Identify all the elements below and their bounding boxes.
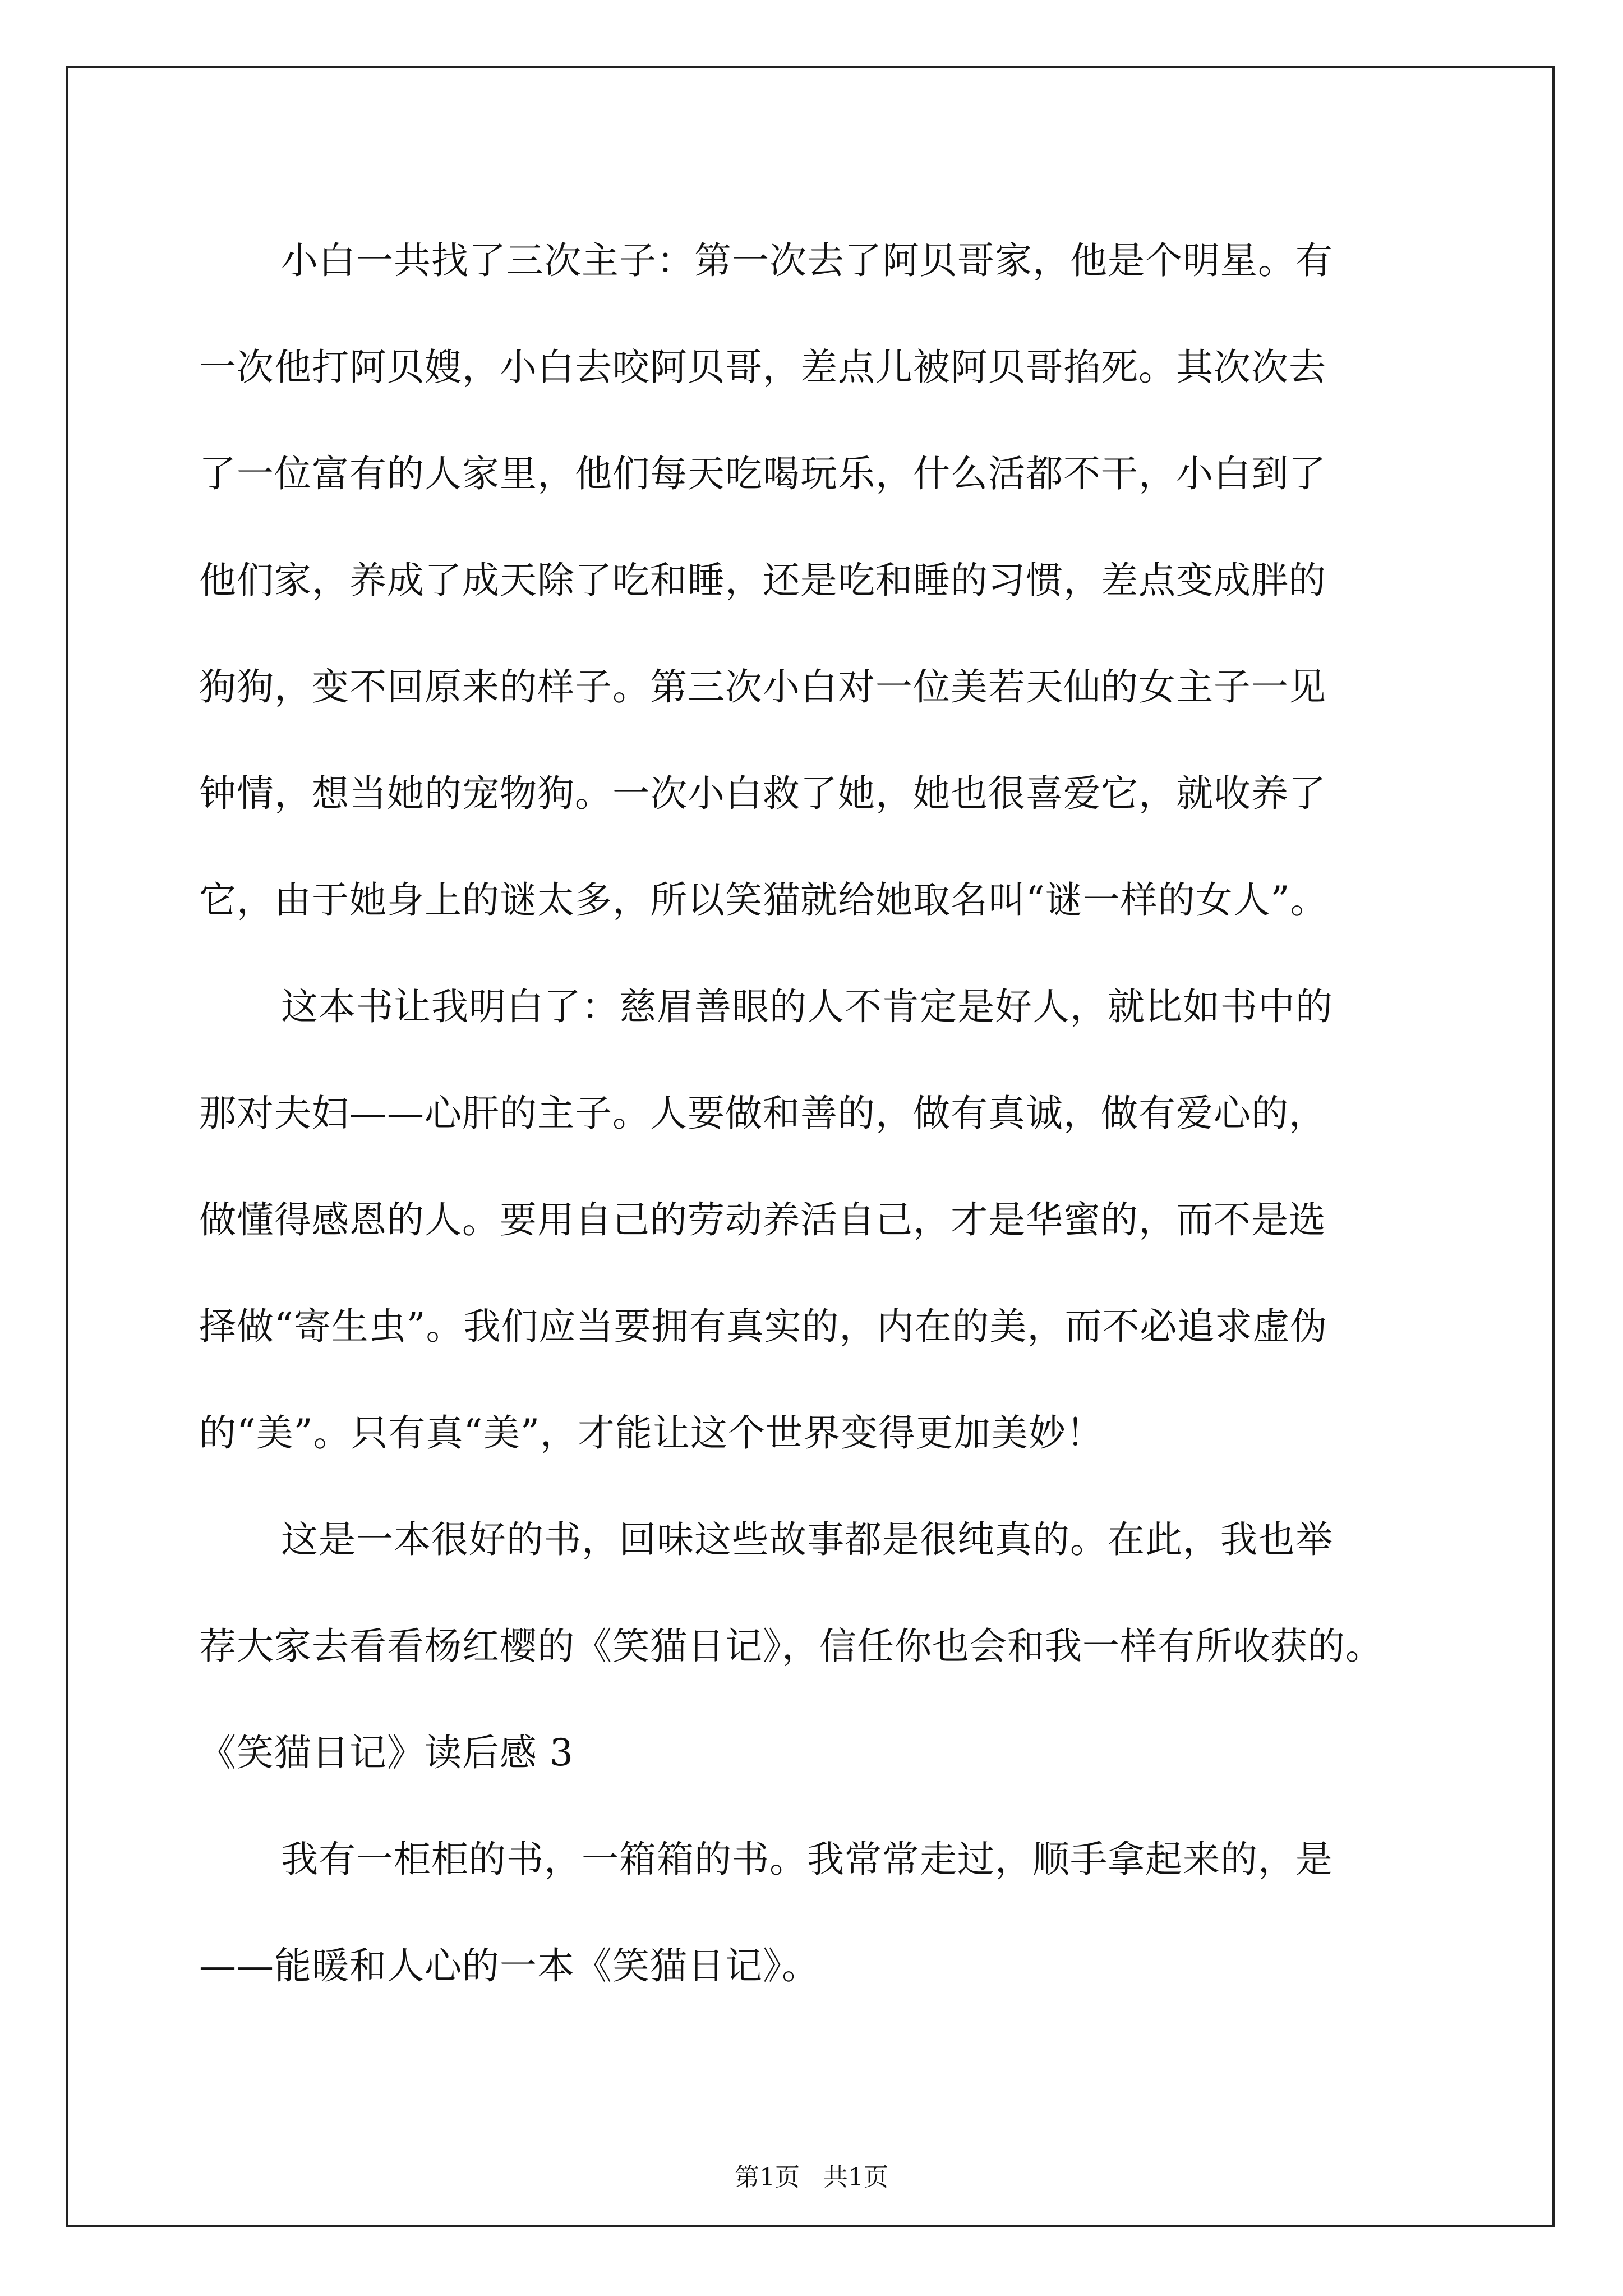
paragraph-2-line-1: 这本书让我明白了：慈眉善眼的人不肯定是好人，就比如书中的 [281, 985, 1333, 1028]
paragraph-1-line-2: 一次他打阿贝嫂，小白去咬阿贝哥，差点儿被阿贝哥掐死。其次次去 [199, 346, 1326, 389]
document-body [199, 208, 1422, 2019]
paragraph-2-line-3: 做懂得感恩的人。要用自己的劳动养活自己，才是华蜜的，而不是选 [199, 1198, 1326, 1241]
paragraph-1-line-4: 他们家，养成了成天除了吃和睡，还是吃和睡的习惯，差点变成胖的 [199, 559, 1326, 602]
paragraph-1-line-6: 钟情，想当她的宠物狗。一次小白救了她，她也很喜爱它，就收养了 [199, 772, 1326, 815]
paragraph-2-line-2: 那对夫妇——心肝的主子。人要做和善的，做有真诚，做有爱心的， [199, 1092, 1326, 1135]
paragraph-1-line-7: 它，由于她身上的谜太多，所以笑猫就给她取名叫“谜一样的女人”。 [199, 878, 1328, 922]
paragraph-4-line-2: ——能暖和人心的一本《笑猫日记》。 [199, 1944, 819, 1987]
paragraph-1-line-5: 狗狗，变不回原来的样子。第三次小白对一位美若天仙的女主子一见 [199, 665, 1326, 708]
paragraph-3-line-1: 这是一本很好的书，回味这些故事都是很纯真的。在此，我也举 [281, 1518, 1333, 1561]
paragraph-2-line-5: 的“美”。只有真“美”，才能让这个世界变得更加美妙！ [199, 1411, 1104, 1455]
paragraph-1-line-3: 了一位富有的人家里，他们每天吃喝玩乐，什么活都不干，小白到了 [199, 452, 1326, 495]
paragraph-1-line-1: 小白一共找了三次主子：第一次去了阿贝哥家，他是个明星。有 [281, 239, 1333, 282]
paragraph-4-line-1: 我有一柜柜的书，一箱箱的书。我常常走过，顺手拿起来的，是 [281, 1838, 1333, 1881]
paragraph-2-line-4: 择做“寄生虫”。我们应当要拥有真实的，内在的美，而不必追求虚伪 [199, 1305, 1328, 1348]
page-footer: 第1页 共1页 [735, 2163, 888, 2192]
paragraph-3-line-2: 荐大家去看看杨红樱的《笑猫日记》，信任你也会和我一样有所收获的。 [199, 1625, 1383, 1668]
section-heading: 《笑猫日记》读后感 3 [199, 1731, 574, 1774]
